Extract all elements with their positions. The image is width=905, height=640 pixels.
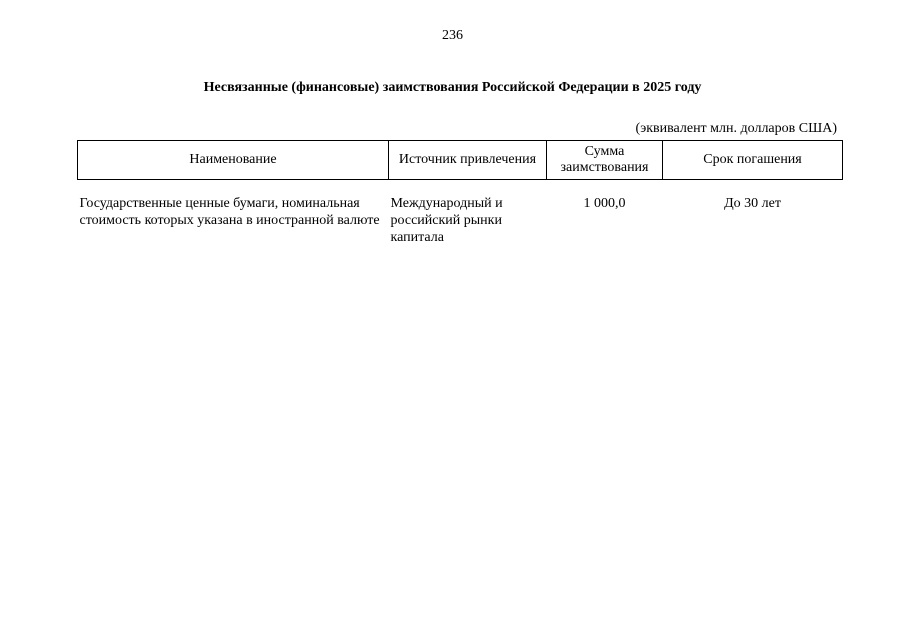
header-sum: Сумма заимствования [547,141,663,180]
header-name: Наименование [78,141,389,180]
units-note: (эквивалент млн. долларов США) [635,121,837,136]
borrowings-table [77,140,843,246]
row-term: До 30 лет [724,196,781,211]
table-body [78,180,843,247]
table-row [78,180,843,247]
page-number: 236 [442,28,463,43]
row-source: Международный и российский рынки капитала [390,196,503,245]
row-sum: 1 000,0 [583,196,626,211]
header-source: Источник привлечения [389,141,547,180]
row-name: Государственные ценные бумаги, номинальная стоимость которых указана в иностранной валюте [79,196,380,228]
table-header [78,141,843,180]
header-term: Срок погашения [663,141,843,180]
header-row [78,141,843,180]
document-title: Несвязанные (финансовые) заимствования Российской Федерации в 2025 году [203,80,702,95]
